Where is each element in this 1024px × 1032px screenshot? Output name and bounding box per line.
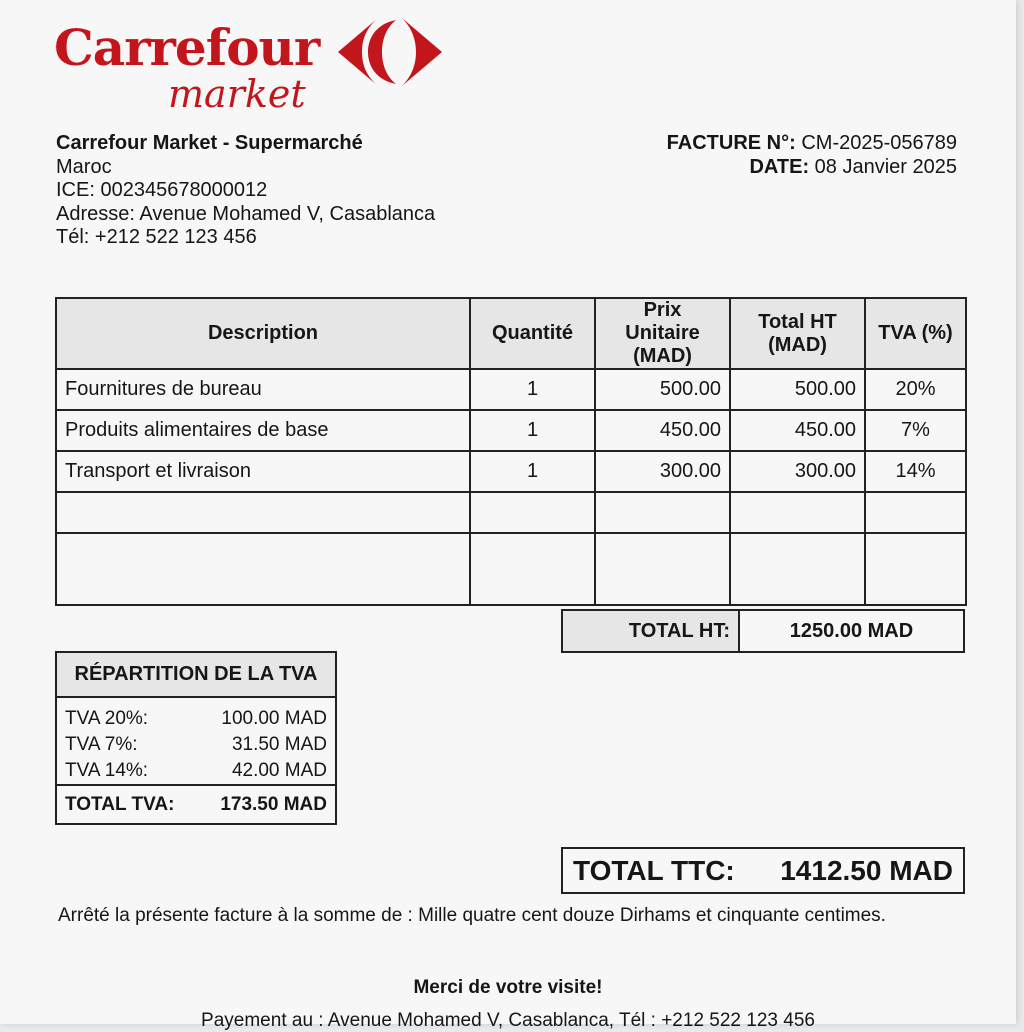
- vat-total-value: 173.50 MAD: [220, 793, 327, 815]
- invoice-date: 08 Janvier 2025: [814, 155, 957, 178]
- carrefour-logo-icon: [332, 14, 444, 90]
- vat-row-value: 42.00 MAD: [231, 760, 327, 781]
- seller-name: Carrefour Market - Supermarché: [56, 132, 363, 154]
- row-total-ht: 450.00: [730, 410, 865, 451]
- row-quantity: 1: [470, 410, 595, 451]
- items-header-row: [56, 298, 966, 369]
- vat-row-value: 31.50 MAD: [231, 734, 327, 755]
- row-unit-price: 450.00: [595, 410, 730, 451]
- row-description: Transport et livraison: [56, 451, 470, 492]
- row-description: Produits alimentaires de base: [56, 410, 470, 451]
- row-quantity: 1: [470, 369, 595, 410]
- col-quantity: Quantité: [470, 298, 595, 369]
- vat-total-label: TOTAL TVA:: [65, 793, 175, 815]
- seller-address: Adresse: Avenue Mohamed V, Casablanca: [56, 202, 436, 225]
- vat-total-row: [57, 784, 335, 823]
- empty-row: [56, 533, 966, 605]
- vat-breakdown: [55, 651, 337, 825]
- vat-row: [65, 758, 327, 784]
- brand-sub: market: [168, 72, 306, 116]
- total-ht-value: 1250.00 MAD: [789, 620, 914, 642]
- brand-logo: [54, 14, 454, 114]
- total-ttc-box: [561, 847, 965, 894]
- vat-row: [65, 732, 327, 758]
- row-unit-price: 500.00: [595, 369, 730, 410]
- thanks-message: Merci de votre visite!: [413, 977, 603, 998]
- invoice-number-line: [667, 132, 957, 156]
- row-total-ht: 300.00: [730, 451, 865, 492]
- empty-row: [56, 492, 966, 533]
- col-vat: TVA (%): [865, 298, 966, 369]
- seller-phone: Tél: +212 522 123 456: [56, 226, 257, 248]
- total-ht-label: TOTAL HT:: [563, 611, 740, 651]
- total-ttc-label: TOTAL TTC:: [573, 854, 735, 886]
- row-vat: 20%: [865, 369, 966, 410]
- vat-row: [65, 706, 327, 732]
- row-vat: 14%: [865, 451, 966, 492]
- total-ttc-value: 1412.50 MAD: [780, 854, 953, 886]
- table-row: [56, 451, 966, 492]
- vat-row-label: TVA 7%:: [65, 734, 138, 755]
- row-vat: 7%: [865, 410, 966, 451]
- row-quantity: 1: [470, 451, 595, 492]
- vat-row-label: TVA 14%:: [65, 760, 149, 781]
- invoice-number: CM-2025-056789: [801, 132, 957, 154]
- col-description: Description: [56, 298, 470, 369]
- table-row: [56, 410, 966, 451]
- row-unit-price: 300.00: [595, 451, 730, 492]
- seller-ice: ICE: 002345678000012: [56, 179, 268, 201]
- vat-row-label: TVA 20%:: [65, 708, 149, 729]
- footer-text: Payement au : Avenue Mohamed V, Casablanca, Tél : +212 522 123 456: [201, 1010, 815, 1031]
- invoice-date-label: DATE:: [749, 155, 810, 178]
- seller-country: Maroc: [56, 155, 112, 178]
- items-table: [55, 297, 967, 606]
- brand-name: Carrefour: [54, 18, 320, 77]
- total-ht-box: [561, 609, 965, 653]
- col-unit-price: Prix Unitaire (MAD): [595, 298, 730, 369]
- amount-in-words: Arrêté la présente facture à la somme de : Mille quatre cent douze Dirhams et cinquante centimes.: [58, 905, 886, 926]
- table-row: [56, 369, 966, 410]
- col-total-ht: Total HT (MAD): [730, 298, 865, 369]
- row-total-ht: 500.00: [730, 369, 865, 410]
- invoice-date-line: [667, 156, 957, 180]
- invoice-meta: [667, 132, 957, 179]
- seller-info: [56, 132, 435, 250]
- invoice-number-label: FACTURE N°:: [666, 132, 796, 154]
- vat-breakdown-title: RÉPARTITION DE LA TVA: [57, 653, 335, 698]
- row-description: Fournitures de bureau: [56, 369, 470, 410]
- vat-row-value: 100.00 MAD: [221, 708, 327, 729]
